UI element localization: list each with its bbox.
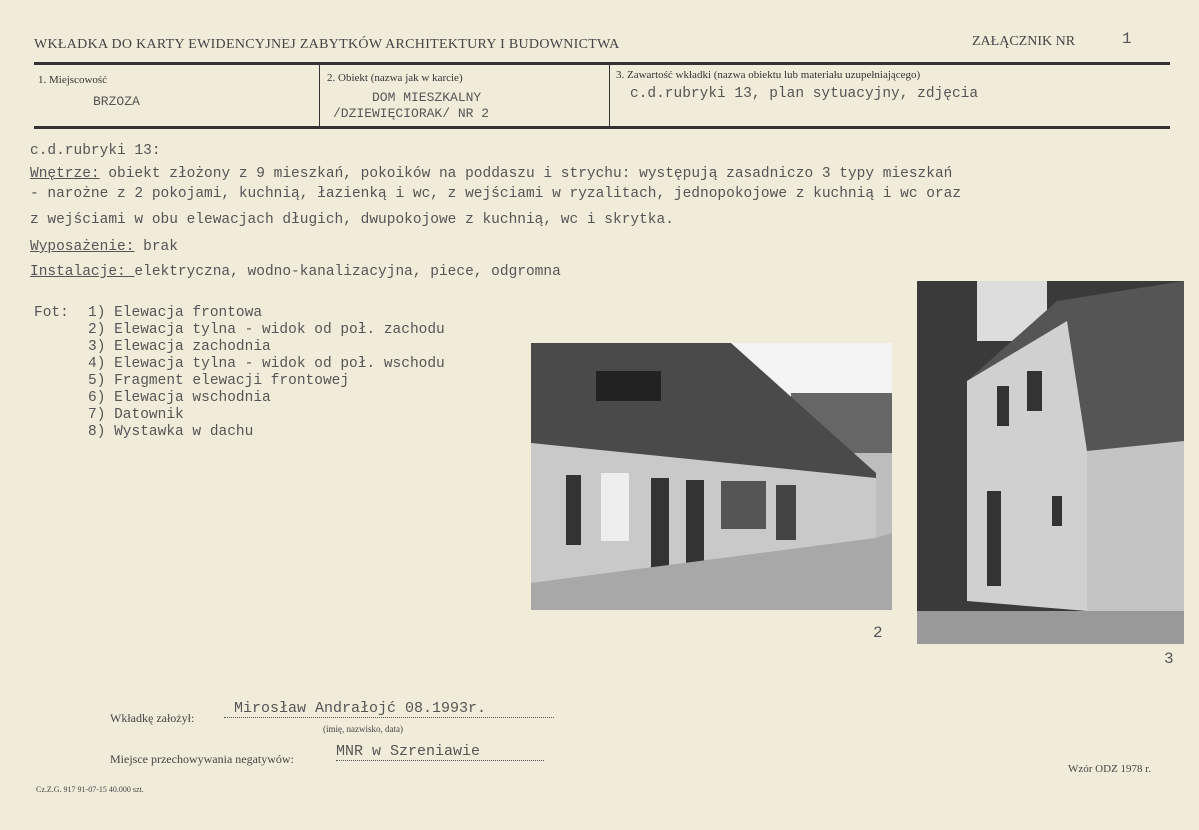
photo-list-item: 4) Elewacja tylna - widok od poł. wschodu	[88, 356, 445, 372]
photo-list-item: 3) Elewacja zachodnia	[88, 339, 271, 355]
field-label-locality: 1. Miejscowość	[38, 74, 108, 86]
field-label-object: 2. Obiekt (nazwa jak w karcie)	[327, 72, 463, 84]
created-by-hint: (imię, nazwisko, data)	[323, 724, 403, 734]
photo-list-item: 1) Elewacja frontowa	[88, 305, 263, 321]
attachment-number: 1	[1122, 30, 1132, 48]
field-value-locality: BRZOZA	[93, 94, 140, 109]
photo-list-item: 8) Wystawka w dachu	[88, 424, 254, 440]
field-value-object: /DZIEWIĘCIORAK/ NR 2	[333, 106, 490, 121]
installations-value: elektryczna, wodno-kanalizacyjna, piece, odgromna	[134, 264, 561, 280]
interior-text: z wejściami w obu elewacjach długich, dwupokojowe z kuchnią, wc i skrytka.	[30, 212, 674, 228]
photos-list-label: Fot:	[34, 305, 69, 321]
field-value-contents: c.d.rubryki 13, plan sytuacyjny, zdjęcia	[630, 86, 979, 102]
divider	[319, 65, 320, 126]
photo-number: 3	[1164, 650, 1174, 668]
equipment-label: Wyposażenie:	[30, 239, 135, 255]
storage-value: MNR w Szreniawie	[336, 743, 544, 761]
interior-text: obiekt złożony z 9 mieszkań, pokoików na poddaszu i strychu: występują zasadniczo 3 typy mieszkań	[99, 166, 953, 182]
installations-label: Instalacje:	[30, 264, 135, 280]
photo-list-item: 7) Datownik	[88, 407, 184, 423]
photo-west-elevation	[917, 281, 1184, 644]
bottom-rule	[34, 126, 1170, 129]
photos-list	[88, 305, 445, 475]
divider	[609, 65, 610, 126]
attachment-label: ZAŁĄCZNIK NR	[972, 34, 1076, 49]
interior-label: Wnętrze:	[30, 166, 100, 182]
body-intro: c.d.rubryki 13:	[30, 143, 161, 159]
interior-text: - narożne z 2 pokojami, kuchnią, łazienką i wc, z wejściami w ryzalitach, jednopokojowe z kuchnią i wc oraz	[30, 186, 962, 202]
field-label-contents: 3. Zawartość wkładki (nazwa obiektu lub materiału uzupełniającego)	[616, 69, 921, 81]
photo-rear-elevation	[531, 343, 892, 610]
equipment-value: brak	[134, 239, 178, 255]
photo-list-item: 6) Elewacja wschodnia	[88, 390, 271, 406]
created-by-label: Wkładkę założył:	[110, 711, 195, 725]
photo-list-item: 5) Fragment elewacji frontowej	[88, 373, 350, 389]
print-info: Cz.Z.G. 917 91-07-15 40.000 szt.	[36, 785, 144, 794]
photo-list-item: 2) Elewacja tylna - widok od poł. zachodu	[88, 322, 445, 338]
field-value-object: DOM MIESZKALNY	[372, 90, 482, 105]
top-rule	[34, 62, 1170, 65]
form-version: Wzór ODZ 1978 r.	[1068, 763, 1152, 775]
created-by-value: Mirosław Andrałojć 08.1993r.	[224, 700, 554, 718]
photo-number: 2	[873, 624, 883, 642]
document-title: WKŁADKA DO KARTY EWIDENCYJNEJ ZABYTKÓW ARCHITEKTURY I BUDOWNICTWA	[34, 37, 620, 52]
storage-label: Miejsce przechowywania negatywów:	[110, 752, 294, 766]
